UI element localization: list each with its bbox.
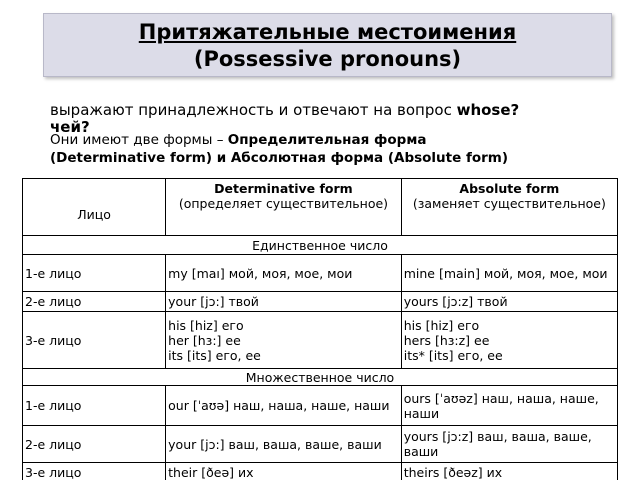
- sg-det-3-her: her [hɜ:] ее: [168, 332, 241, 348]
- sg-person-3: 3-е лицо: [23, 312, 166, 369]
- sg-det-2: your [jɔ:] твой: [166, 292, 402, 312]
- table-row: [23, 312, 618, 369]
- table-row: [23, 292, 618, 312]
- sg-abs-3-its: its* [its] его, ее: [403, 347, 503, 363]
- pl-det-3: their [ðeə] их: [166, 463, 402, 480]
- pl-det-1: our [ˈaʊə] наш, наша, наше, наши: [166, 386, 402, 426]
- pl-abs-2: yours [jɔ:z] ваш, ваша, ваше, ваши: [401, 426, 617, 463]
- sg-det-1: my [maı] мой, моя, мое, мои: [166, 255, 402, 292]
- intro-line-1-text: выражают принадлежность и отвечают на вопрос: [50, 101, 457, 119]
- section-plural-row: [23, 369, 618, 386]
- sg-abs-3-his: his [hiz] его: [403, 317, 480, 333]
- sg-abs-3-hers: hers [hɜ:z] ее: [403, 332, 490, 348]
- sg-det-3-his: his [hiz] его: [168, 317, 244, 333]
- header-person-label: Лицо: [77, 206, 111, 222]
- table-row: [23, 463, 618, 480]
- pl-person-2: 2-е лицо: [23, 426, 166, 463]
- table-row: [23, 426, 618, 463]
- header-abs-title: Absolute form: [459, 181, 560, 196]
- table-row: [23, 386, 618, 426]
- sg-abs-2: yours [jɔ:z] твой: [401, 292, 617, 312]
- title-english: (Possessive pronouns): [193, 47, 462, 71]
- intro-whose: whose?: [456, 101, 520, 119]
- title-box: [43, 13, 612, 77]
- pl-abs-1: ours [ˈaʊəz] наш, наша, наше, наши: [401, 386, 617, 426]
- sg-abs-3: [401, 312, 617, 369]
- section-singular: Единственное число: [23, 236, 618, 255]
- pl-abs-3: theirs [ðeəz] их: [401, 463, 617, 480]
- table-header-row: [23, 179, 618, 236]
- pl-person-1: 1-е лицо: [23, 386, 166, 426]
- intro-line-1: [50, 101, 519, 119]
- intro-determinative-ru: Определительная форма: [227, 132, 427, 148]
- header-person: [23, 179, 166, 236]
- header-abs-sub: (заменяет существительное): [412, 196, 606, 211]
- sg-det-3: [166, 312, 402, 369]
- sg-person-1: 1-е лицо: [23, 255, 166, 292]
- sg-abs-1: mine [main] мой, моя, мое, мои: [401, 255, 617, 292]
- header-absolute: [401, 179, 617, 236]
- header-determinative: [166, 179, 402, 236]
- pl-det-2: your [jɔ:] ваш, ваша, ваше, ваши: [166, 426, 402, 463]
- sg-person-2: 2-е лицо: [23, 292, 166, 312]
- section-plural: Множественное число: [23, 369, 618, 386]
- intro-line-2-plain: Они имеют две формы –: [50, 132, 228, 148]
- pronoun-table: [22, 178, 618, 480]
- sg-det-3-its: its [its] его, ее: [168, 347, 261, 363]
- intro-line-2: [50, 131, 508, 167]
- header-det-title: Determinative form: [214, 181, 353, 196]
- section-singular-row: [23, 236, 618, 255]
- intro-chey: чей?: [50, 118, 90, 136]
- pl-person-3: 3-е лицо: [23, 463, 166, 480]
- title-russian: Притяжательные местоимения: [138, 20, 517, 44]
- intro-forms-en: (Determinative form) и Абсолютная форма (Absolute form): [50, 150, 509, 166]
- table-row: [23, 255, 618, 292]
- header-det-sub: (определяет существительное): [178, 196, 389, 211]
